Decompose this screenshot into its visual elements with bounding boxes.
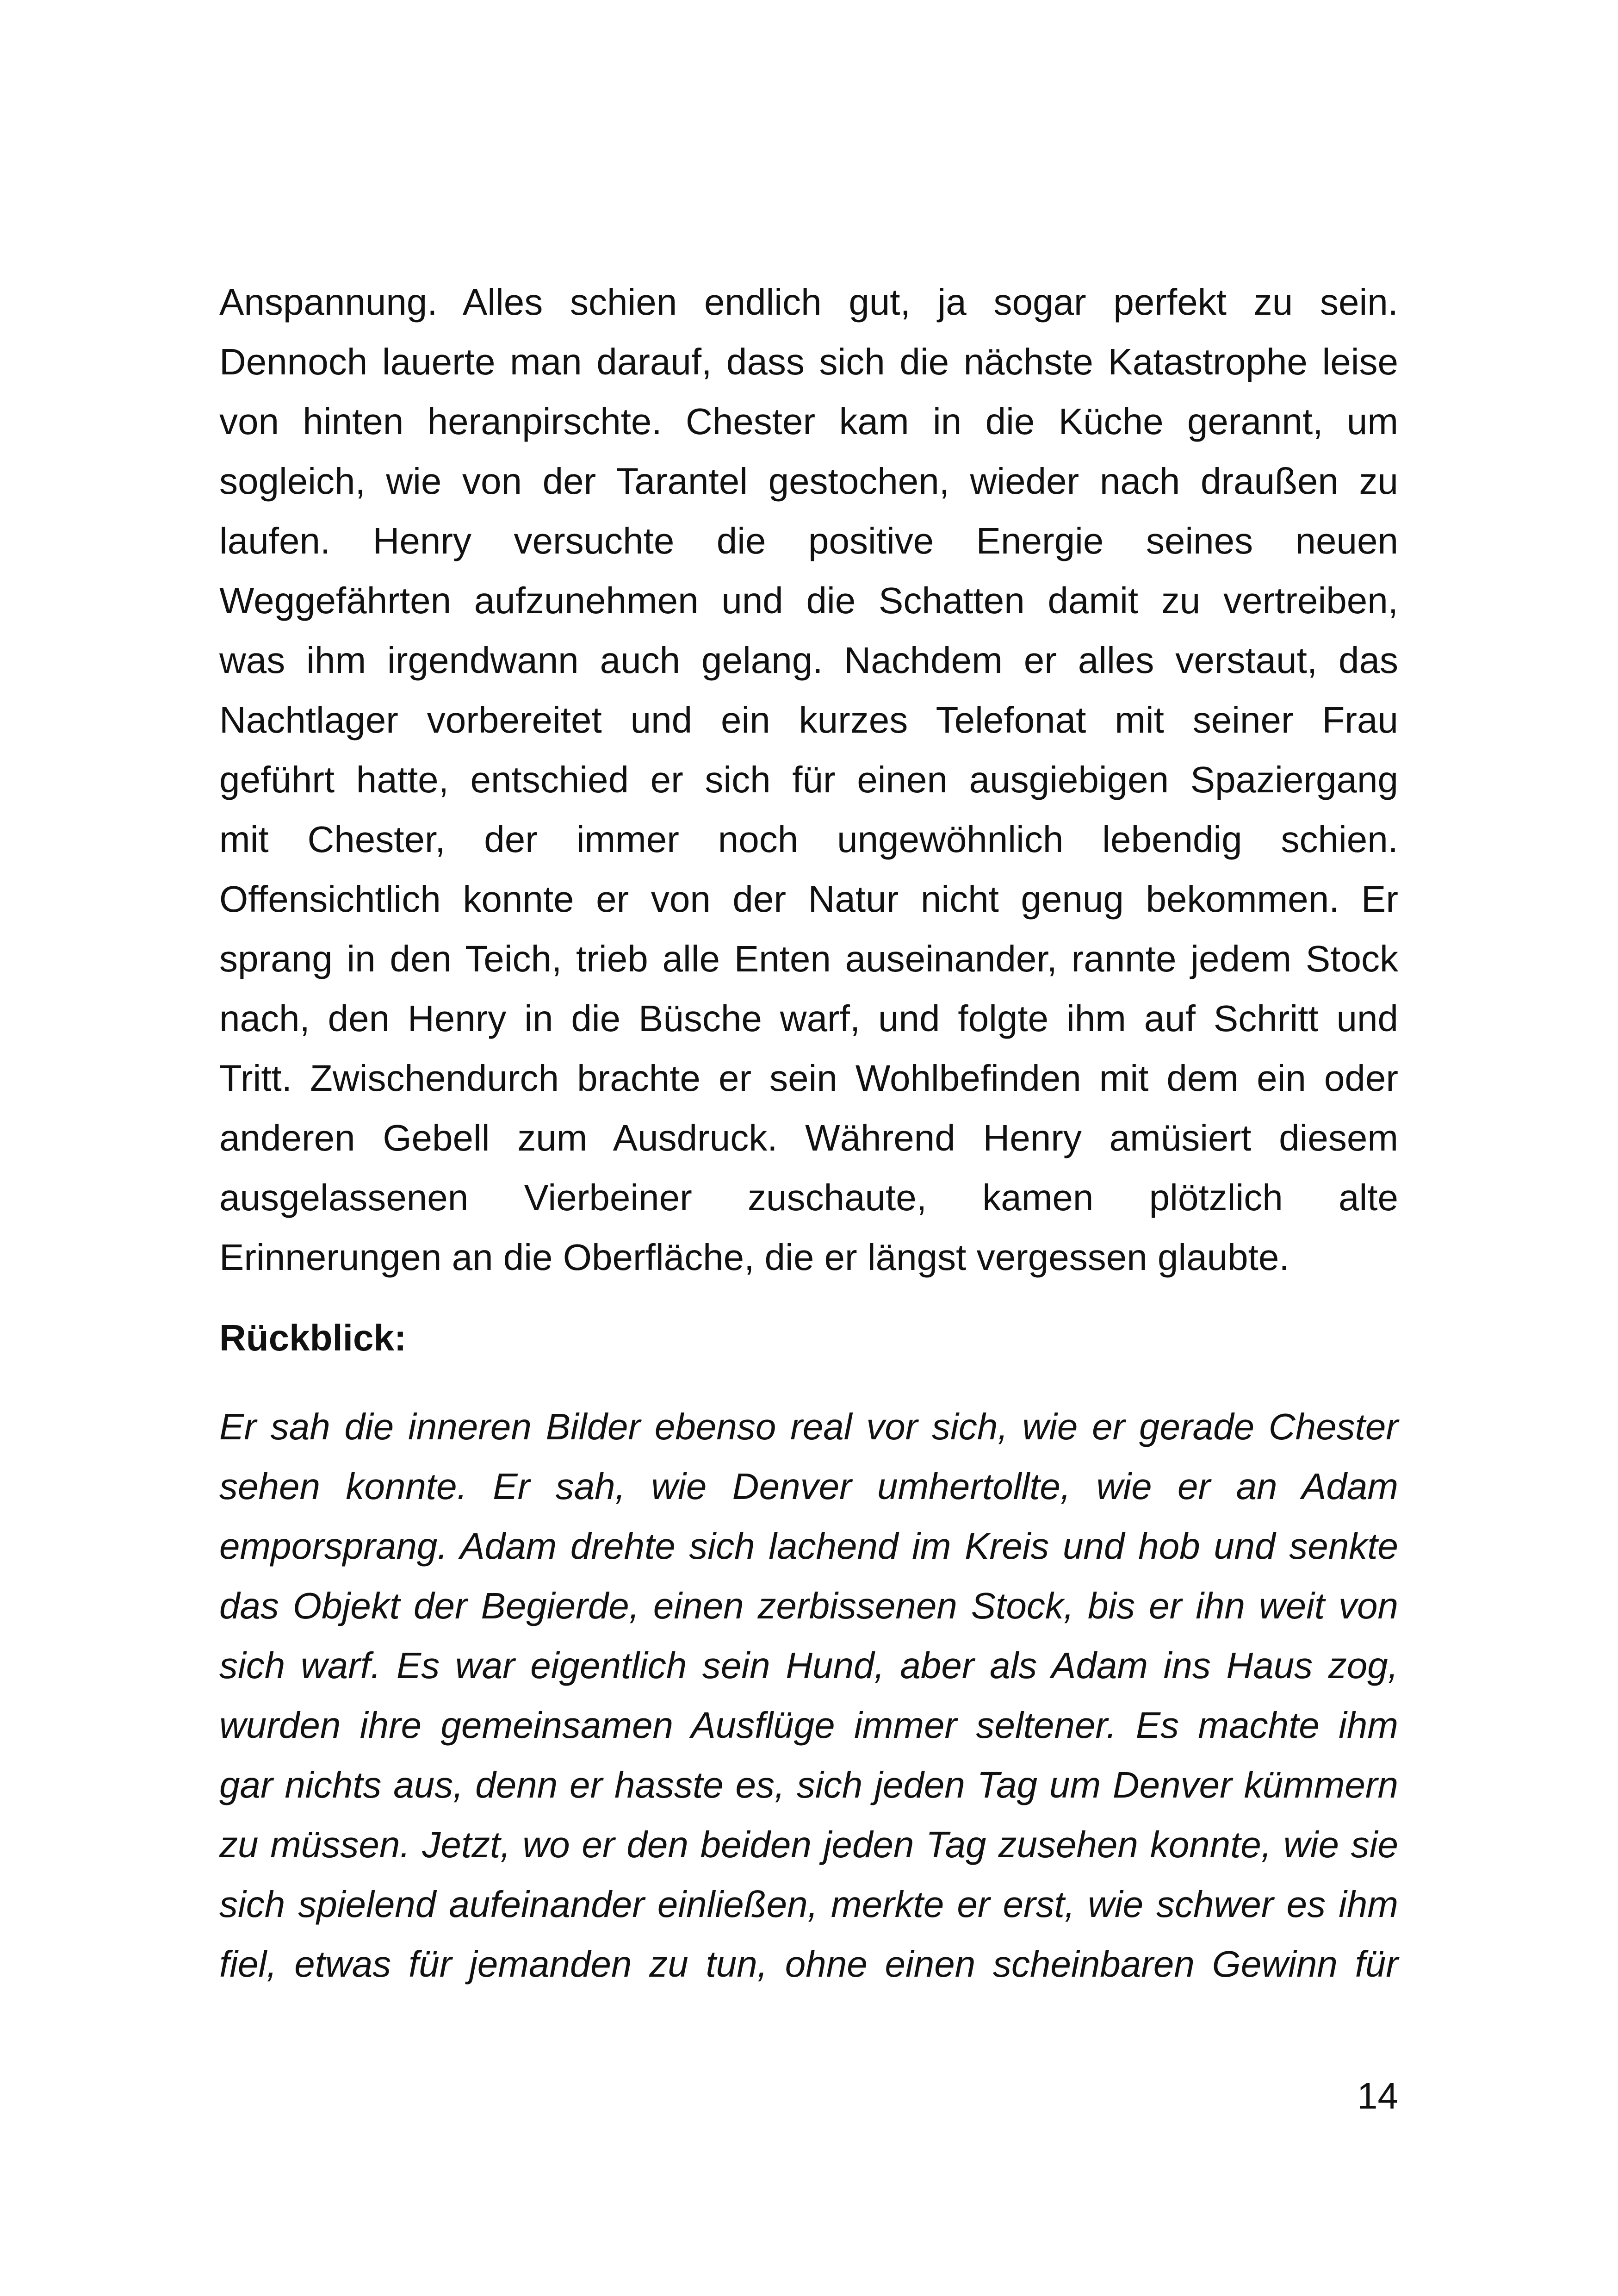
paragraph-line: was ihm irgendwann auch gelang. Nachdem er alles verstaut, das — [219, 640, 1398, 681]
flashback-line: emporsprang. Adam drehte sich lachend im Kreis und hob und senkte — [219, 1525, 1398, 1567]
paragraph-line: von hinten heranpirschte. Chester kam in die Küche gerannt, um — [219, 401, 1398, 442]
section-heading: Rückblick: — [219, 1317, 407, 1358]
page-number: 14 — [1357, 2075, 1398, 2116]
paragraph-line: ausgelassenen Vierbeiner zuschaute, kamen plötzlich alte — [219, 1177, 1398, 1218]
paragraph-line: geführt hatte, entschied er sich für einen ausgiebigen Spaziergang — [219, 759, 1398, 800]
paragraph-line: sprang in den Teich, trieb alle Enten auseinander, rannte jedem Stock — [219, 938, 1398, 979]
flashback-line: gar nichts aus, denn er hasste es, sich jeden Tag um Denver kümmern — [219, 1764, 1398, 1805]
paragraph-line: mit Chester, der immer noch ungewöhnlich lebendig schien. — [219, 819, 1398, 860]
paragraph-line: Nachtlager vorbereitet und ein kurzes Telefonat mit seiner Frau — [219, 699, 1398, 740]
flashback-line: sehen konnte. Er sah, wie Denver umhertollte, wie er an Adam — [219, 1466, 1398, 1507]
paragraph-line: Tritt. Zwischendurch brachte er sein Wohlbefinden mit dem ein oder — [219, 1058, 1398, 1099]
paragraph-line: anderen Gebell zum Ausdruck. Während Henry amüsiert diesem — [219, 1117, 1398, 1158]
paragraph-line: Erinnerungen an die Oberfläche, die er längst vergessen glaubte. — [219, 1237, 1289, 1278]
paragraph-line: laufen. Henry versuchte die positive Energie seines neuen — [219, 520, 1398, 561]
paragraph-line: Anspannung. Alles schien endlich gut, ja sogar perfekt zu sein. — [219, 281, 1398, 323]
paragraph-line: sogleich, wie von der Tarantel gestochen, wieder nach draußen zu — [219, 460, 1398, 502]
flashback-line: zu müssen. Jetzt, wo er den beiden jeden Tag zusehen konnte, wie sie — [219, 1824, 1398, 1865]
flashback-line: fiel, etwas für jemanden zu tun, ohne einen scheinbaren Gewinn für — [219, 1943, 1398, 1985]
flashback-line: wurden ihre gemeinsamen Ausflüge immer seltener. Es machte ihm — [219, 1705, 1398, 1746]
paragraph-line: nach, den Henry in die Büsche warf, und folgte ihm auf Schritt und — [219, 998, 1398, 1039]
flashback-paragraph — [219, 1397, 1398, 1994]
flashback-line: das Objekt der Begierde, einen zerbissenen Stock, bis er ihn weit von — [219, 1585, 1398, 1626]
flashback-line: Er sah die inneren Bilder ebenso real vor sich, wie er gerade Chester — [219, 1406, 1398, 1447]
flashback-line: sich warf. Es war eigentlich sein Hund, aber als Adam ins Haus zog, — [219, 1645, 1398, 1686]
paragraph-line: Offensichtlich konnte er von der Natur nicht genug bekommen. Er — [219, 878, 1398, 920]
flashback-line: sich spielend aufeinander einließen, merkte er erst, wie schwer es ihm — [219, 1884, 1398, 1925]
narrative-paragraph — [219, 272, 1398, 1287]
paragraph-line: Weggefährten aufzunehmen und die Schatten damit zu vertreiben, — [219, 580, 1398, 621]
paragraph-line: Dennoch lauerte man darauf, dass sich die nächste Katastrophe leise — [219, 341, 1398, 382]
